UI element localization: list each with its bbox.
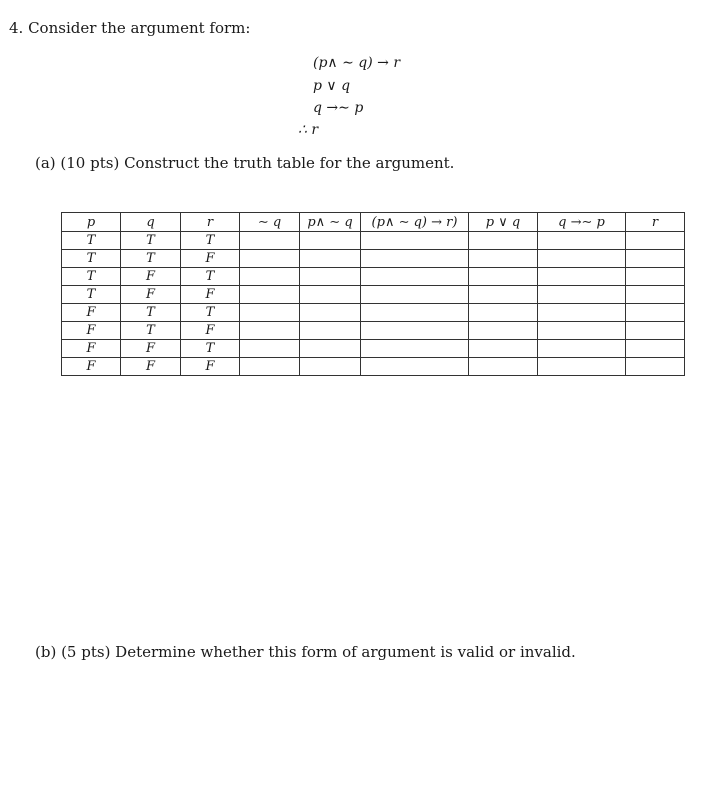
truth-value-cell: T <box>121 250 181 268</box>
answer-cell <box>300 340 361 358</box>
truth-value-cell: F <box>181 286 240 304</box>
truth-value-cell: F <box>121 268 181 286</box>
answer-cell <box>240 358 300 376</box>
answer-cell <box>469 268 538 286</box>
answer-cell <box>469 304 538 322</box>
answer-cell <box>240 304 300 322</box>
answer-cell <box>240 250 300 268</box>
truth-value-cell: F <box>121 340 181 358</box>
answer-cell <box>300 304 361 322</box>
conclusion: ∴ r <box>298 122 319 138</box>
answer-cell <box>469 286 538 304</box>
answer-cell <box>538 358 626 376</box>
answer-cell <box>300 232 361 250</box>
answer-cell <box>300 358 361 376</box>
answer-cell <box>626 286 685 304</box>
answer-cell <box>240 232 300 250</box>
answer-cell <box>361 232 469 250</box>
table-row <box>62 322 685 340</box>
truth-value-cell: T <box>181 340 240 358</box>
answer-cell <box>538 232 626 250</box>
premise-1: (p∧ ∼ q) → r <box>313 55 401 71</box>
answer-cell <box>361 358 469 376</box>
table-row <box>62 358 685 376</box>
answer-cell <box>469 340 538 358</box>
answer-cell <box>240 268 300 286</box>
answer-cell <box>538 250 626 268</box>
answer-cell <box>240 322 300 340</box>
answer-cell <box>300 268 361 286</box>
column-header: p ∨ q <box>469 213 538 232</box>
question-heading: 4. Consider the argument form: <box>9 19 251 37</box>
answer-cell <box>538 304 626 322</box>
truth-value-cell: T <box>181 304 240 322</box>
truth-value-cell: F <box>181 358 240 376</box>
truth-value-cell: T <box>62 286 121 304</box>
answer-cell <box>361 286 469 304</box>
truth-value-cell: T <box>121 322 181 340</box>
answer-cell <box>240 286 300 304</box>
truth-table-header <box>62 213 685 232</box>
truth-table <box>61 212 685 376</box>
answer-cell <box>361 340 469 358</box>
truth-value-cell: T <box>62 232 121 250</box>
answer-cell <box>626 304 685 322</box>
answer-cell <box>469 322 538 340</box>
truth-value-cell: F <box>121 358 181 376</box>
table-row <box>62 268 685 286</box>
answer-cell <box>626 340 685 358</box>
truth-value-cell: T <box>181 232 240 250</box>
truth-value-cell: F <box>181 250 240 268</box>
column-header: q <box>121 213 181 232</box>
answer-cell <box>626 358 685 376</box>
part-b-label: (b) (5 pts) Determine whether this form of argument is valid or invalid. <box>35 643 576 661</box>
truth-value-cell: T <box>121 232 181 250</box>
answer-cell <box>538 286 626 304</box>
answer-cell <box>300 286 361 304</box>
answer-cell <box>361 250 469 268</box>
answer-cell <box>626 250 685 268</box>
truth-value-cell: T <box>121 304 181 322</box>
table-row <box>62 340 685 358</box>
answer-cell <box>538 268 626 286</box>
table-row <box>62 286 685 304</box>
truth-value-cell: F <box>181 322 240 340</box>
truth-value-cell: F <box>62 304 121 322</box>
part-a-label: (a) (10 pts) Construct the truth table for the argument. <box>35 154 455 172</box>
column-header: p∧ ∼ q <box>300 213 361 232</box>
column-header: q →∼ p <box>538 213 626 232</box>
column-header: r <box>626 213 685 232</box>
answer-cell <box>469 232 538 250</box>
truth-value-cell: F <box>62 340 121 358</box>
answer-cell <box>240 340 300 358</box>
table-row <box>62 232 685 250</box>
answer-cell <box>469 250 538 268</box>
answer-cell <box>538 340 626 358</box>
answer-cell <box>361 322 469 340</box>
column-header: (p∧ ∼ q) → r) <box>361 213 469 232</box>
truth-value-cell: F <box>121 286 181 304</box>
answer-cell <box>626 268 685 286</box>
table-row <box>62 304 685 322</box>
premise-3: q →∼ p <box>313 100 364 116</box>
answer-cell <box>300 322 361 340</box>
answer-cell <box>626 232 685 250</box>
truth-value-cell: T <box>62 268 121 286</box>
premise-2: p ∨ q <box>313 78 351 94</box>
truth-value-cell: T <box>62 250 121 268</box>
answer-cell <box>361 304 469 322</box>
truth-value-cell: F <box>62 322 121 340</box>
truth-value-cell: T <box>181 268 240 286</box>
table-row <box>62 250 685 268</box>
column-header: ∼ q <box>240 213 300 232</box>
answer-cell <box>626 322 685 340</box>
column-header: p <box>62 213 121 232</box>
truth-value-cell: F <box>62 358 121 376</box>
answer-cell <box>361 268 469 286</box>
answer-cell <box>538 322 626 340</box>
column-header: r <box>181 213 240 232</box>
answer-cell <box>300 250 361 268</box>
answer-cell <box>469 358 538 376</box>
